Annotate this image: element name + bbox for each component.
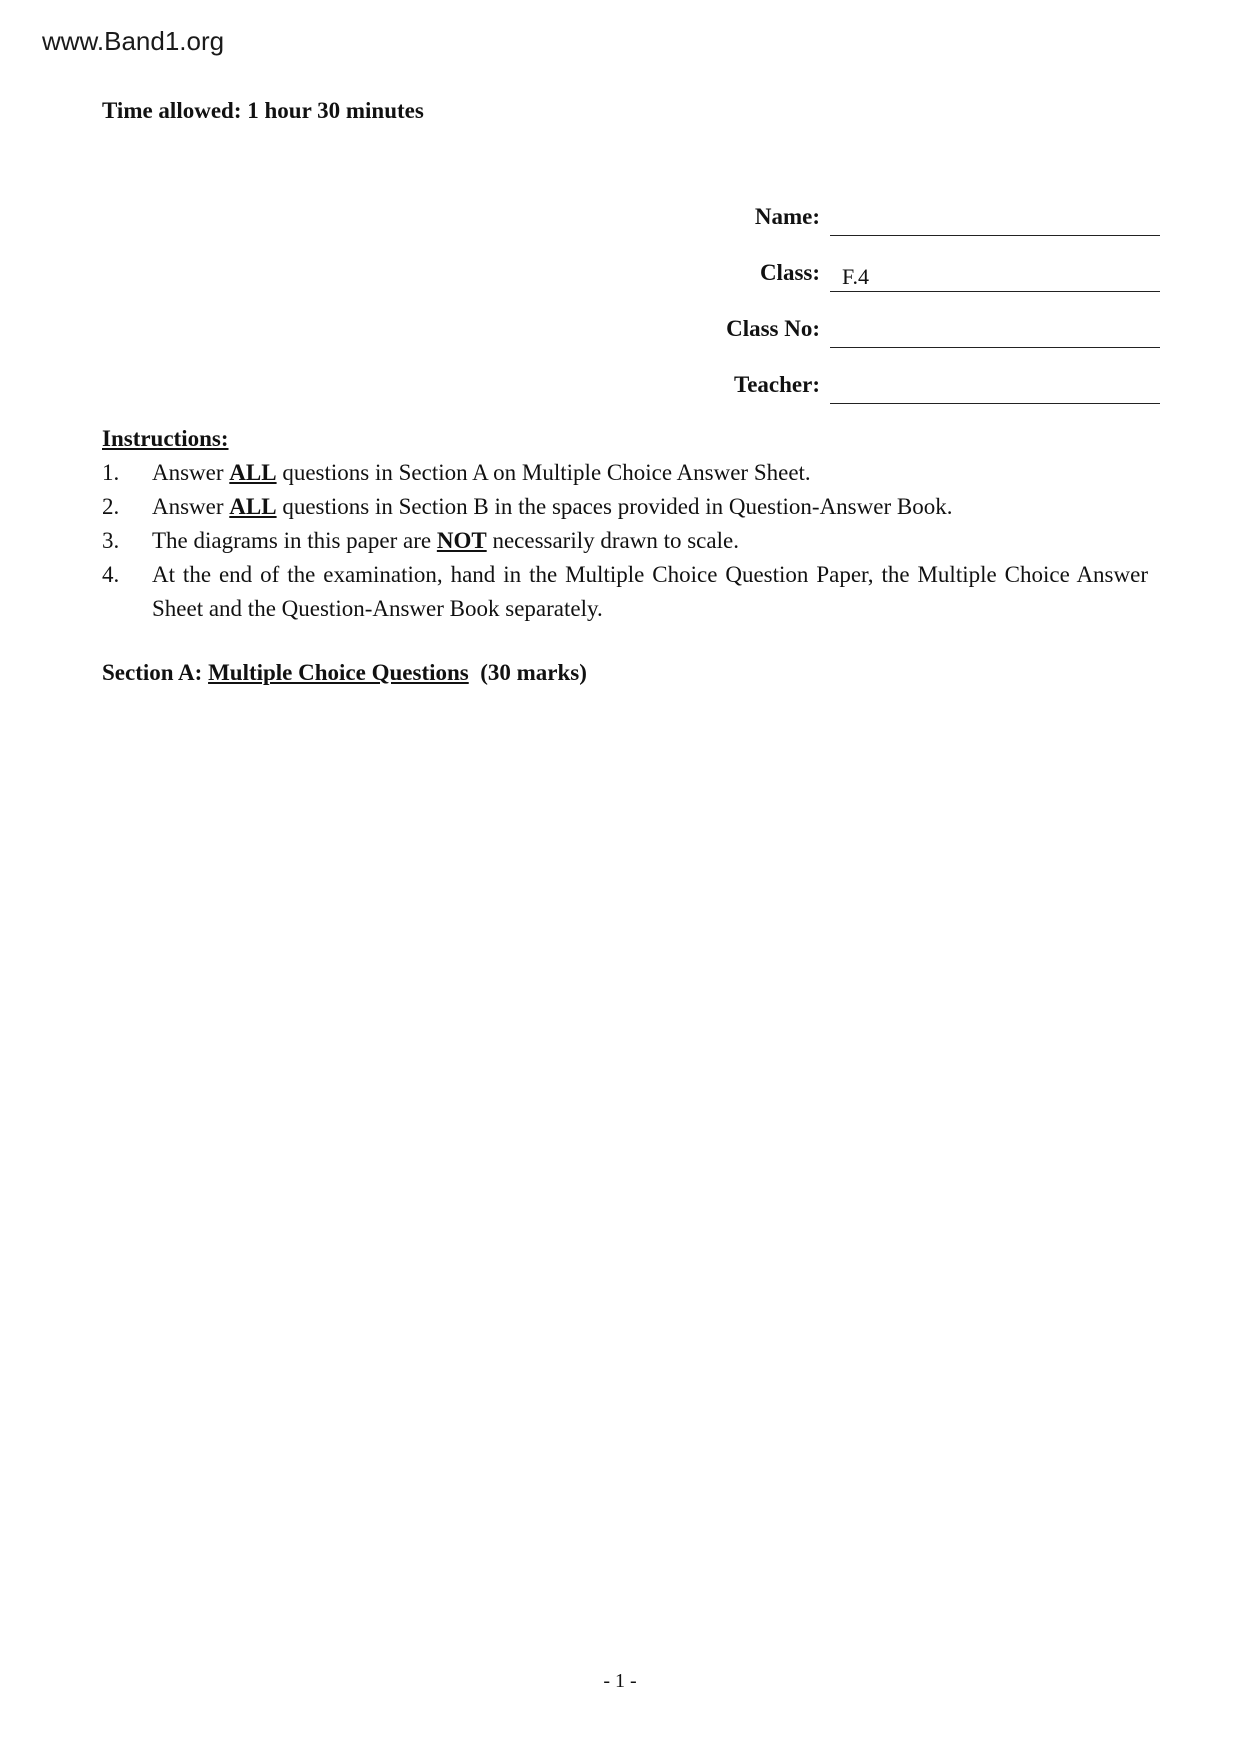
section-a-heading (102, 660, 587, 686)
instruction-text-post: questions in Section A on Multiple Choice Answer Sheet. (276, 460, 811, 485)
class-row (640, 236, 1160, 292)
instruction-number: 4. (102, 562, 120, 587)
instruction-item (102, 524, 1148, 558)
instruction-emphasis: ALL (229, 494, 277, 519)
instruction-text-pre: Answer (152, 494, 230, 519)
student-info-block (640, 180, 1160, 404)
class-no-row (640, 292, 1160, 348)
instruction-item (102, 456, 1148, 490)
instruction-text-post: necessarily drawn to scale. (486, 528, 739, 553)
instruction-emphasis: NOT (436, 528, 487, 553)
instruction-emphasis: ALL (229, 460, 277, 485)
instruction-text (152, 524, 1148, 558)
name-row (640, 180, 1160, 236)
name-field[interactable] (830, 200, 1160, 236)
instruction-text-pre: Answer (152, 460, 230, 485)
name-label: Name: (754, 204, 820, 229)
teacher-label: Teacher: (733, 372, 820, 397)
class-field[interactable]: F.4 (830, 256, 1160, 292)
section-a-prefix: Section A: (102, 660, 209, 685)
section-a-title: Multiple Choice Questions (208, 660, 469, 685)
instruction-text (152, 490, 1148, 524)
section-a-marks: (30 marks) (480, 660, 587, 685)
instruction-text (152, 456, 1148, 490)
class-no-label: Class No: (726, 316, 820, 341)
instruction-text: At the end of the examination, hand in the Multiple Choice Question Paper, the Multiple Choice Answer Sheet and the Question-Answer Book separately. (152, 562, 1148, 621)
instruction-item (102, 558, 1148, 626)
class-label: Class: (759, 260, 820, 285)
instruction-number: 3. (102, 528, 120, 553)
instructions (102, 422, 1148, 626)
teacher-row (640, 348, 1160, 404)
instructions-title: Instructions: (102, 426, 229, 451)
teacher-field[interactable] (830, 368, 1160, 404)
instruction-item (102, 490, 1148, 524)
instruction-number: 1. (102, 460, 120, 485)
time-allowed: Time allowed: 1 hour 30 minutes (102, 98, 424, 123)
website-watermark: www.Band1.org (42, 26, 225, 56)
instruction-text-pre: The diagrams in this paper are (152, 528, 437, 553)
class-no-field[interactable] (830, 312, 1160, 348)
page-number: - 1 - (603, 1670, 637, 1692)
instruction-text-post: questions in Section B in the spaces provided in Question-Answer Book. (276, 494, 953, 519)
instruction-number: 2. (102, 494, 120, 519)
